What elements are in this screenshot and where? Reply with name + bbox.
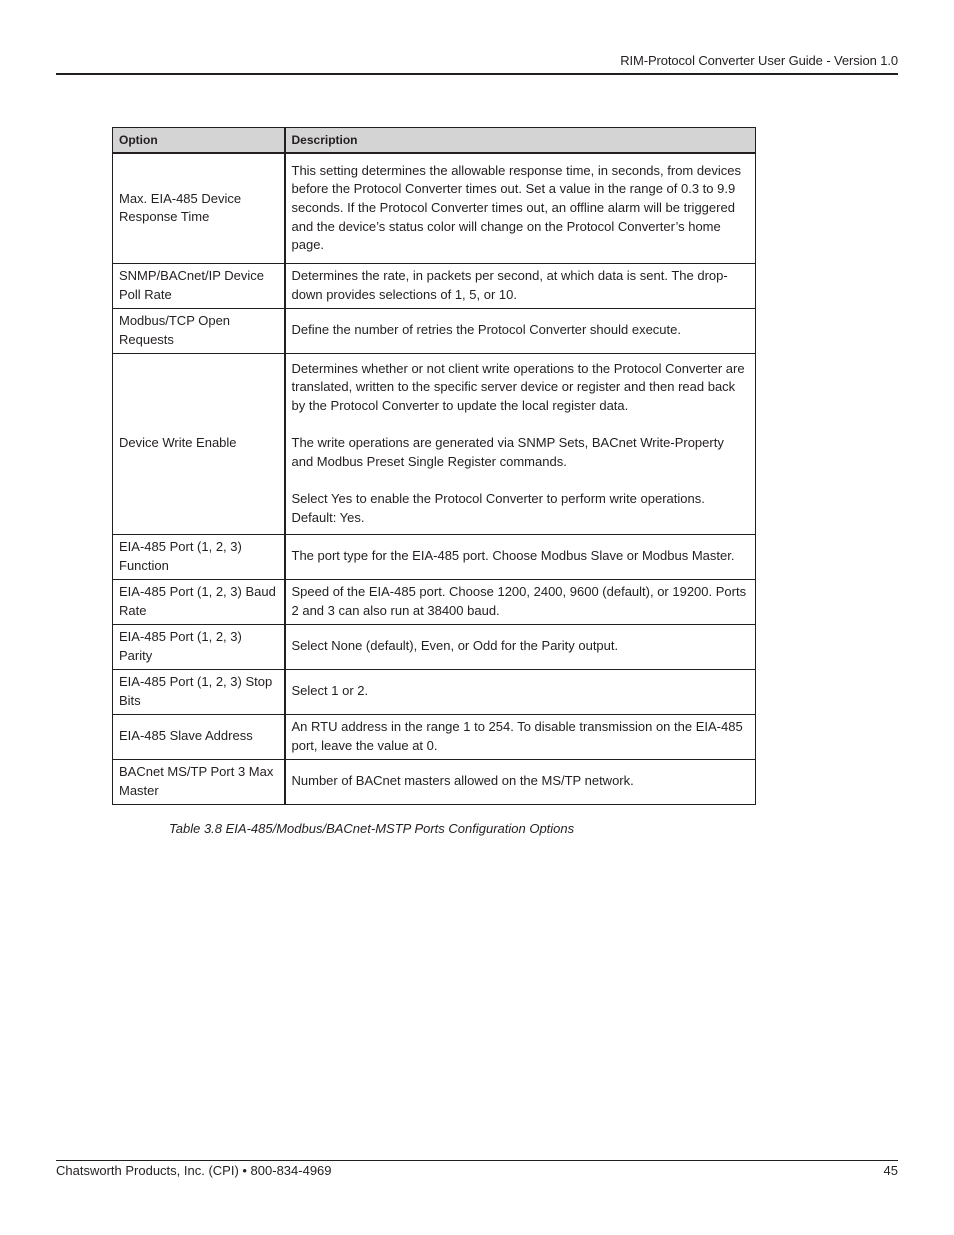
page-footer [56, 1160, 898, 1183]
column-header-description: Description [285, 128, 756, 154]
options-table-container [112, 127, 755, 805]
description-cell [285, 714, 756, 759]
table-row [113, 714, 756, 759]
option-cell: EIA-485 Port (1, 2, 3) Parity [113, 624, 285, 669]
description-text: The port type for the EIA-485 port. Choose Modbus Slave or Modbus Master. [291, 548, 735, 564]
option-cell: BACnet MS/TP Port 3 Max Master [113, 759, 285, 804]
table-row [113, 263, 756, 308]
description-paragraph: The write operations are generated via SNMP Sets, BACnet Write-Property and Modbus Preset Single Register commands. [291, 435, 724, 469]
table-row [113, 624, 756, 669]
description-text: Select None (default), Even, or Odd for the Parity output. [291, 638, 619, 654]
table-row [113, 669, 756, 714]
option-cell: EIA-485 Port (1, 2, 3) Stop Bits [113, 669, 285, 714]
page-header [56, 52, 898, 75]
table-row [113, 153, 756, 263]
description-cell [285, 759, 756, 804]
description-text: This setting determines the allowable response time, in seconds, from devices before the Protocol Converter times out. Set a value in the range of 0.3 to 9.9 seconds. If the Protocol Converter times out, an offline alarm will be triggered and the device’s status color will change on the Protocol Converter’s home page. [291, 162, 741, 253]
description-paragraph: Determines whether or not client write operations to the Protocol Converter are translated, written to the specific server device or register and then read back by the Protocol Converter to update the local register data. [291, 360, 745, 414]
option-cell: EIA-485 Port (1, 2, 3) Baud Rate [113, 579, 285, 624]
description-cell [285, 153, 756, 263]
description-cell [285, 624, 756, 669]
table-row [113, 579, 756, 624]
table-caption: Table 3.8 EIA-485/Modbus/BACnet-MSTP Ports Configuration Options [169, 821, 575, 836]
description-paragraph: Select Yes to enable the Protocol Converter to perform write operations. Default: Yes. [291, 490, 705, 525]
option-cell: EIA-485 Slave Address [113, 714, 285, 759]
description-cell [285, 353, 756, 534]
description-cell [285, 534, 756, 579]
configuration-options-table [112, 127, 756, 805]
option-cell: Device Write Enable [113, 353, 285, 534]
description-text: An RTU address in the range 1 to 254. To disable transmission on the EIA-485 port, leave the value at 0. [291, 718, 743, 753]
column-header-option: Option [113, 128, 285, 154]
description-text: Select 1 or 2. [291, 683, 369, 699]
description-text: Speed of the EIA-485 port. Choose 1200, 2400, 9600 (default), or 19200. Ports 2 and 3 can also run at 38400 baud. [291, 583, 747, 618]
option-cell: Modbus/TCP Open Requests [113, 308, 285, 353]
description-cell [285, 669, 756, 714]
table-row [113, 353, 756, 534]
option-cell: EIA-485 Port (1, 2, 3) Function [113, 534, 285, 579]
description-text: Define the number of retries the Protocol Converter should execute. [291, 322, 681, 338]
description-cell [285, 579, 756, 624]
table-row [113, 534, 756, 579]
description-cell [285, 308, 756, 353]
table-row [113, 308, 756, 353]
page-number: 45 [883, 1163, 898, 1178]
option-cell: SNMP/BACnet/IP Device Poll Rate [113, 263, 285, 308]
document-title: RIM-Protocol Converter User Guide - Version 1.0 [620, 53, 898, 68]
table-header-row [113, 128, 756, 154]
table-row [113, 759, 756, 804]
footer-company-contact: Chatsworth Products, Inc. (CPI) • 800-834-4969 [56, 1163, 332, 1178]
description-text: Number of BACnet masters allowed on the MS/TP network. [291, 773, 634, 789]
description-text: Determines the rate, in packets per second, at which data is sent. The drop-down provides selections of 1, 5, or 10. [291, 267, 728, 302]
option-cell: Max. EIA-485 Device Response Time [113, 153, 285, 263]
description-cell [285, 263, 756, 308]
